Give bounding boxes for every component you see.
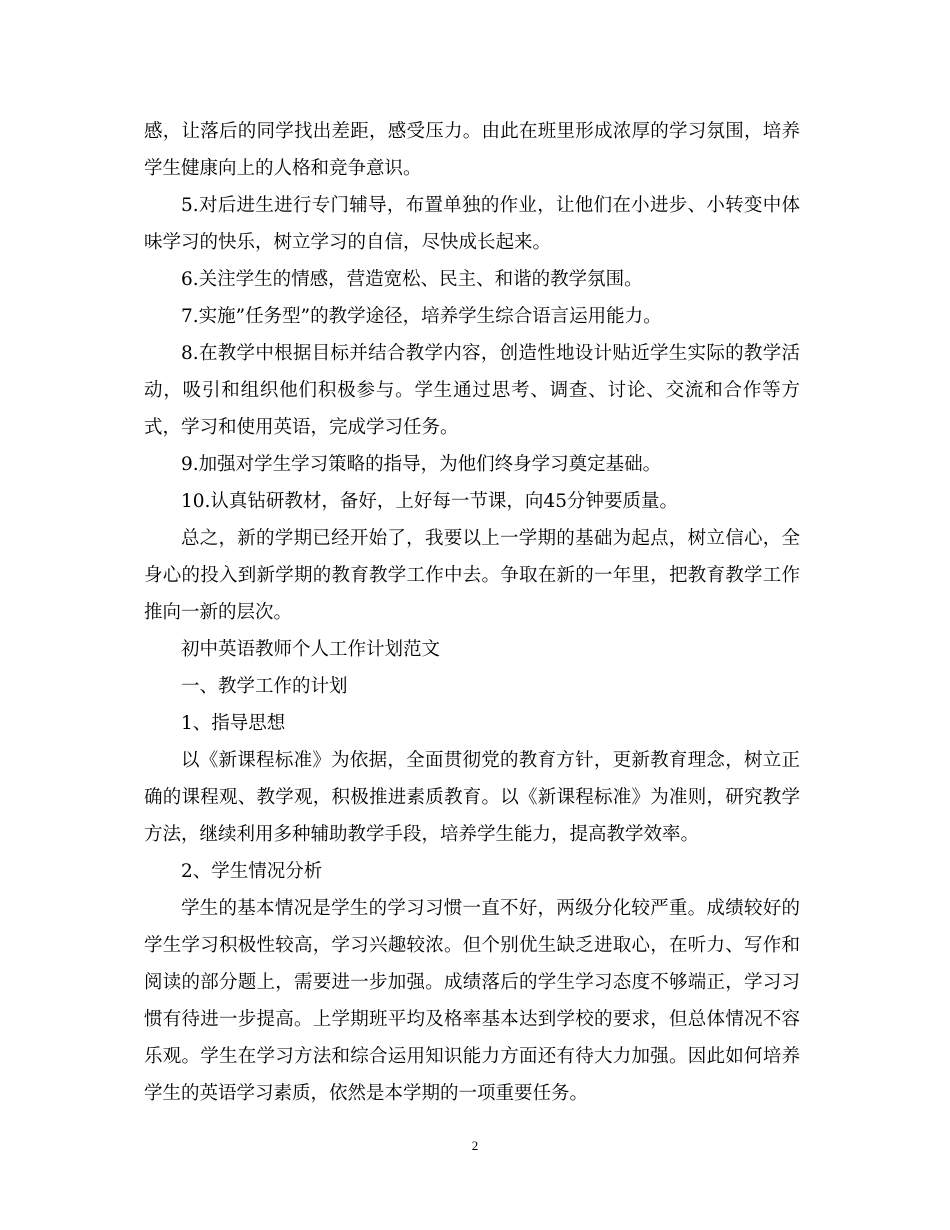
subsection-heading: 2、学生情况分析	[181, 861, 323, 882]
paragraph: 感，让落后的同学找出差距，感受压力。由此在班里形成浓厚的学习氛围，培养学生健康向上的人格和竞争意识。	[144, 121, 800, 179]
paragraph: 7.实施”任务型”的教学途径，培养学生综合语言运用能力。	[181, 306, 662, 327]
paragraph: 9.加强对学生学习策略的指导，为他们终身学习奠定基础。	[181, 454, 662, 475]
paragraph: 以《新课程标准》为依据，全面贯彻党的教育方针，更新教育理念，树立正确的课程观、教学观，积极推进素质教育。以《新课程标准》为准则，研究教学方法，继续利用多种辅助教学手段，培养学生能力，提高教学效率。	[144, 750, 800, 845]
paragraph: 8.在教学中根据目标并结合教学内容，创造性地设计贴近学生实际的教学活动，吸引和组织他们积极参与。学生通过思考、调查、讨论、交流和合作等方式，学习和使用英语，完成学习任务。	[144, 343, 800, 438]
paragraph: 学生的基本情况是学生的学习习惯一直不好，两级分化较严重。成绩较好的学生学习积极性较高，学习兴趣较浓。但个别优生缺乏进取心，在听力、写作和阅读的部分题上，需要进一步加强。成绩落后的学生学习态度不够端正，学习习惯有待进一步提高。上学期班平均及格率基本达到学校的要求，但总体情况不容乐观。学生在学习方法和综合运用知识能力方面还有待大力加强。因此如何培养学生的英语学习素质，依然是本学期的一项重要任务。	[144, 898, 800, 1104]
paragraph: 总之，新的学期已经开始了，我要以上一学期的基础为起点，树立信心，全身心的投入到新学期的教育教学工作中去。争取在新的一年里，把教育教学工作推向一新的层次。	[144, 528, 800, 623]
document-body	[144, 113, 800, 1112]
page-number: 2	[471, 1138, 479, 1153]
section-title: 初中英语教师个人工作计划范文	[181, 639, 441, 660]
paragraph: 10.认真钻研教材，备好，上好每一节课，向45分钟要质量。	[181, 491, 678, 512]
section-heading: 一、教学工作的计划	[181, 676, 348, 697]
paragraph: 5.对后进生进行专门辅导，布置单独的作业，让他们在小进步、小转变中体味学习的快乐，树立学习的自信，尽快成长起来。	[144, 195, 800, 253]
subsection-heading: 1、指导思想	[181, 713, 286, 734]
paragraph: 6.关注学生的情感，营造宽松、民主、和谐的教学氛围。	[181, 269, 643, 290]
